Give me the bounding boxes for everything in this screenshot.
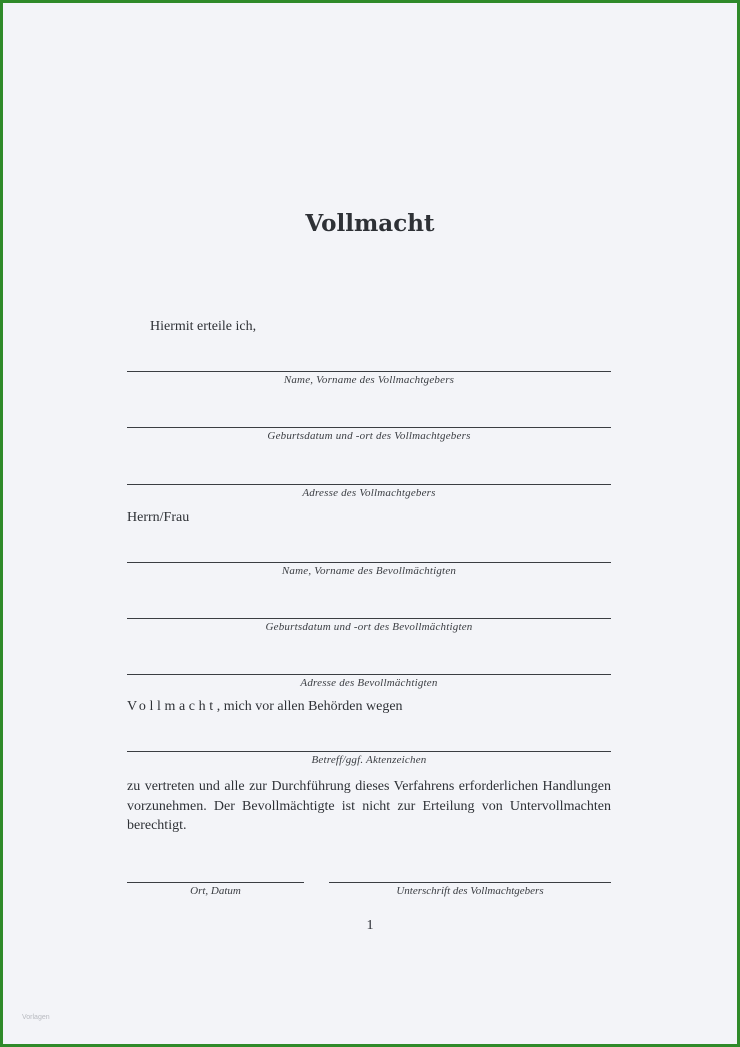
attorney-birth-caption: Geburtsdatum und -ort des Bevollmächtigten <box>265 621 473 633</box>
grant-rest: , mich vor allen Behörden wegen <box>216 699 403 714</box>
signature-caption: Unterschrift des Vollmachtgebers <box>396 885 544 897</box>
attorney-birth-field[interactable] <box>127 618 611 633</box>
grantor-birth-line <box>127 427 611 428</box>
grantor-birth-field[interactable] <box>127 427 611 442</box>
signature-field[interactable] <box>329 882 611 897</box>
attorney-address-line <box>127 674 611 675</box>
place-date-field[interactable] <box>127 882 304 897</box>
grantor-birth-caption: Geburtsdatum und -ort des Vollmachtgebers <box>267 430 471 442</box>
grantor-address-field[interactable] <box>127 484 611 499</box>
signature-line <box>329 882 611 883</box>
place-date-line <box>127 882 304 883</box>
attorney-name-caption: Name, Vorname des Bevollmächtigten <box>281 565 457 577</box>
attorney-name-line <box>127 562 611 563</box>
grant-word: Vollmacht <box>127 699 217 714</box>
body-paragraph: zu vertreten und alle zur Durchführung dieses Verfahrens erforderlichen Handlungen vorzunehmen. Der Bevollmächtigte ist nicht zur Erteilung von Untervollmachten berechtigt. <box>127 779 611 833</box>
grantor-name-line <box>127 371 611 372</box>
place-date-caption: Ort, Datum <box>190 885 241 897</box>
subject-caption: Betreff/ggf. Aktenzeichen <box>311 754 427 766</box>
grantor-name-caption: Name, Vorname des Vollmachtgebers <box>283 374 455 386</box>
watermark-text: Vorlagen <box>22 1014 50 1021</box>
attorney-address-field[interactable] <box>127 674 611 689</box>
page-number: 1 <box>366 918 374 933</box>
document-title: Vollmacht <box>305 210 435 237</box>
attorney-name-field[interactable] <box>127 562 611 577</box>
attorney-birth-line <box>127 618 611 619</box>
grantor-address-caption: Adresse des Vollmachtgebers <box>302 487 436 499</box>
subject-line <box>127 751 611 752</box>
attorney-address-caption: Adresse des Bevollmächtigten <box>300 677 438 689</box>
intro-text: Hiermit erteile ich, <box>150 319 257 334</box>
grant-statement <box>127 699 403 715</box>
recipient-label: Herrn/Frau <box>127 510 190 525</box>
grantor-name-field[interactable] <box>127 371 611 386</box>
grantor-address-line <box>127 484 611 485</box>
subject-field[interactable] <box>127 751 611 766</box>
